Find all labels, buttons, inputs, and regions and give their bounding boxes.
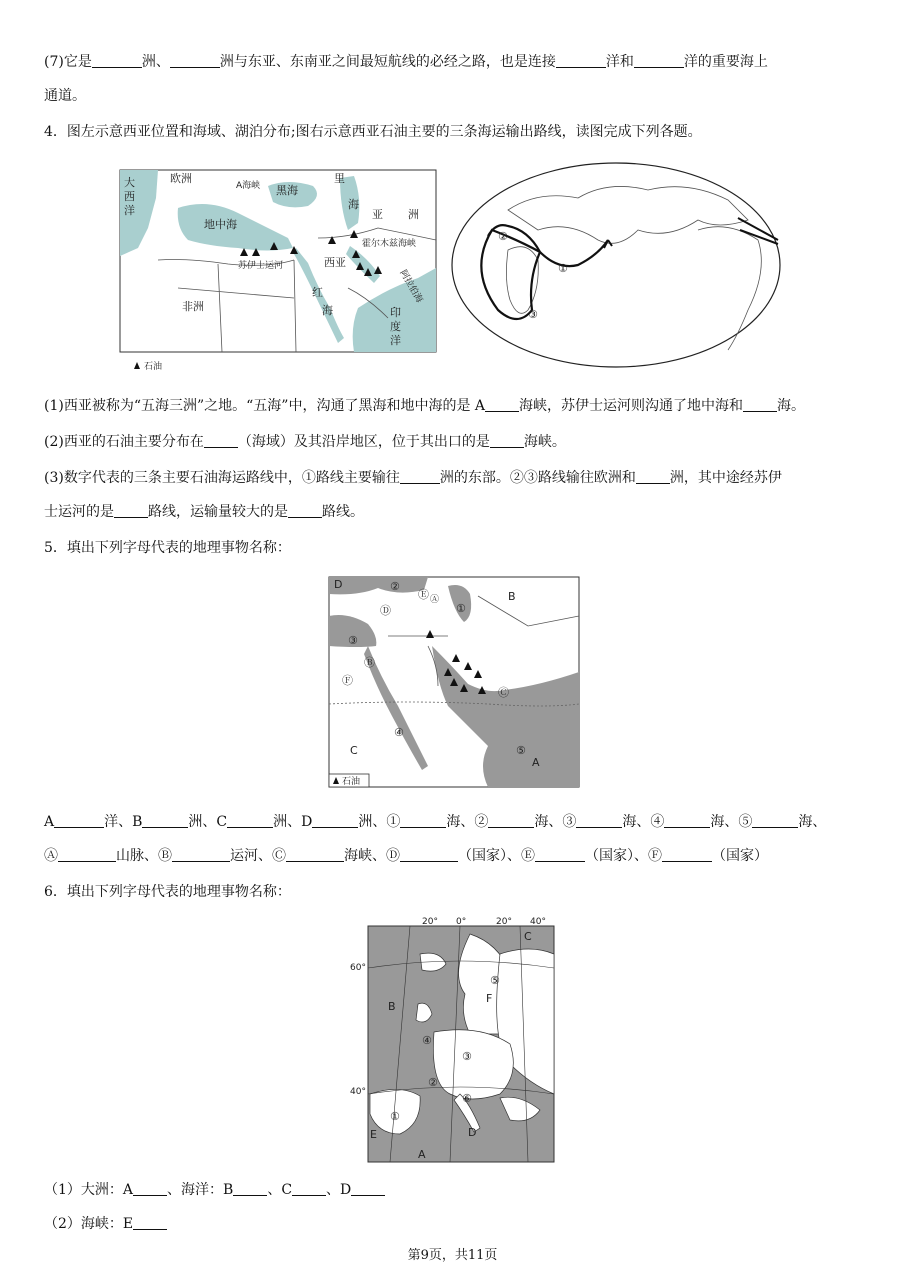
answer-blank[interactable] xyxy=(133,1214,167,1230)
q6-stem: 6．填出下列字母代表的地理事物名称： xyxy=(44,884,291,900)
map5-label-C-circ: Ⓒ xyxy=(498,686,509,699)
answer-blank[interactable] xyxy=(233,1180,267,1196)
west-asia-map xyxy=(118,168,438,376)
label-west-asia: 西亚 xyxy=(324,256,346,269)
answer-blank[interactable] xyxy=(752,812,798,828)
legend-oil-icon xyxy=(134,362,140,369)
route-2-label: ② xyxy=(498,230,508,243)
map5-label-A-circ: Ⓐ xyxy=(430,595,440,605)
map6-label-3: ③ xyxy=(462,1050,472,1063)
answer-blank[interactable] xyxy=(170,52,220,68)
page-footer: 第9页，共11页 xyxy=(407,1248,498,1263)
map6-lon-40e: 40° xyxy=(530,917,546,927)
label-hai: 海 xyxy=(348,198,359,211)
map6-label-5: ⑤ xyxy=(490,974,500,987)
q4-part-3-line-2: 士运河的是 路线，运输量较大的是 路线。 xyxy=(44,504,364,520)
label-red-sea: 海 xyxy=(322,304,333,317)
map6-label-A: A xyxy=(418,1148,426,1161)
middle-east-map xyxy=(328,576,580,788)
answer-blank[interactable] xyxy=(636,468,670,484)
answer-blank[interactable] xyxy=(400,812,446,828)
answer-blank[interactable] xyxy=(664,812,710,828)
q3-7-line-2: 通道。 xyxy=(44,88,86,104)
answer-blank[interactable] xyxy=(485,396,519,412)
map6-label-E: E xyxy=(370,1128,377,1141)
map5-label-B-circ: Ⓑ xyxy=(364,656,375,669)
answer-blank[interactable] xyxy=(312,812,358,828)
answer-blank[interactable] xyxy=(204,432,238,448)
map6-label-F: F xyxy=(486,992,493,1005)
answer-blank[interactable] xyxy=(292,1180,326,1196)
q5-line-2: Ⓐ 山脉、Ⓑ 运河、Ⓒ 海峡、Ⓓ （国家）、Ⓔ （国家）、Ⓕ （国家） xyxy=(44,848,768,864)
answer-blank[interactable] xyxy=(556,52,606,68)
label-indian-2: 度 xyxy=(390,320,401,333)
route-3-label: ③ xyxy=(528,308,538,321)
answer-blank[interactable] xyxy=(634,52,684,68)
label-arabian-sea: 阿拉伯海 xyxy=(397,268,425,305)
answer-blank[interactable] xyxy=(142,812,188,828)
europe-map xyxy=(350,914,562,1168)
map6-label-D: D xyxy=(468,1126,477,1139)
q6-part-2: （2）海峡：E xyxy=(44,1214,869,1234)
map6-label-2: ② xyxy=(428,1076,438,1089)
map5-label-4: ④ xyxy=(394,726,404,739)
q4-part-3-line-1: (3)数字代表的三条主要石油海运路线中，①路线主要输往 洲的东部。②③路线输往欧洲和 洲，其中途经苏伊 xyxy=(44,470,782,486)
label-strait-a: A海峡 xyxy=(236,181,261,191)
answer-blank[interactable] xyxy=(400,468,440,484)
answer-blank[interactable] xyxy=(92,52,142,68)
label-atlantic-2: 西 xyxy=(124,190,135,203)
answer-blank[interactable] xyxy=(576,812,622,828)
answer-blank[interactable] xyxy=(133,1180,167,1196)
answer-blank[interactable] xyxy=(288,502,322,518)
map5-label-C: C xyxy=(350,744,358,757)
label-black-sea: 黑海 xyxy=(276,184,298,197)
answer-blank[interactable] xyxy=(400,846,458,862)
q5-line-1: A 洋、B 洲、C 洲、D 洲、① 海、② 海、③ 海、④ 海、⑤ 海、 xyxy=(44,814,827,830)
map5-label-D: D xyxy=(334,578,343,591)
map6-label-6: ⑥ xyxy=(462,1092,472,1105)
map5-label-5: ⑤ xyxy=(516,744,526,757)
answer-blank[interactable] xyxy=(743,396,777,412)
legend-oil-label: 石油 xyxy=(144,362,163,372)
answer-blank[interactable] xyxy=(662,846,712,862)
label-red: 红 xyxy=(312,286,323,299)
answer-blank[interactable] xyxy=(172,846,230,862)
map6-label-B: B xyxy=(388,1000,396,1013)
answer-blank[interactable] xyxy=(535,846,585,862)
answer-blank[interactable] xyxy=(54,812,104,828)
answer-blank[interactable] xyxy=(490,432,524,448)
map6-lon-20e: 20° xyxy=(496,917,512,927)
map6-label-4: ④ xyxy=(422,1034,432,1047)
map5-label-F-circ: Ⓕ xyxy=(342,674,353,687)
map5-label-3: ③ xyxy=(348,634,358,647)
label-hormuz: 霍尔木兹海峡 xyxy=(362,239,417,249)
q4-stem: 4．图左示意西亚位置和海域、湖泊分布;图右示意西亚石油主要的三条海运输出路线，读图完成下列各题。 xyxy=(44,124,702,140)
map5-label-2: ② xyxy=(390,580,400,593)
q4-part-2: (2)西亚的石油主要分布在 （海域）及其沿岸地区，位于其出口的是 海峡。 xyxy=(44,434,566,450)
map5-label-E-circ: Ⓔ xyxy=(418,588,429,601)
map6-label-C: C xyxy=(524,930,532,943)
route-1-label: ① xyxy=(558,262,568,275)
label-atlantic-3: 洋 xyxy=(124,204,135,217)
map5-label-1: ① xyxy=(456,602,466,615)
map5-label-A: A xyxy=(532,756,540,769)
label-atlantic-1: 大 xyxy=(124,176,135,189)
map6-lon-20w: 20° xyxy=(422,917,438,927)
label-li: 里 xyxy=(334,172,345,185)
label-indian-1: 印 xyxy=(390,306,401,319)
answer-blank[interactable] xyxy=(227,812,273,828)
q4-part-1: (1)西亚被称为“五海三洲”之地。“五海”中，沟通了黑海和地中海的是 A 海峡，苏伊士运河则沟通了地中海和 海。 xyxy=(44,398,806,414)
label-indian-3: 洋 xyxy=(390,334,401,347)
map6-label-1: ① xyxy=(390,1110,400,1123)
answer-blank[interactable] xyxy=(286,846,344,862)
q6-part-1: （1）大洲：A 、海洋：B 、C 、D xyxy=(44,1180,869,1200)
answer-blank[interactable] xyxy=(488,812,534,828)
answer-blank[interactable] xyxy=(351,1180,385,1196)
q5-stem: 5．填出下列字母代表的地理事物名称： xyxy=(44,540,291,556)
label-europe: 欧洲 xyxy=(170,172,192,185)
label-ya: 亚 xyxy=(372,208,383,221)
label-mediterranean: 地中海 xyxy=(204,218,237,231)
answer-blank[interactable] xyxy=(114,502,148,518)
map5-label-D-circ: Ⓓ xyxy=(380,604,391,617)
legend-oil-label: 石油 xyxy=(342,777,361,787)
label-africa: 非洲 xyxy=(182,300,204,313)
oil-routes-world-map xyxy=(448,160,784,370)
map6-lon-0: 0° xyxy=(456,917,467,927)
label-zhou: 洲 xyxy=(408,208,419,221)
q3-7-line-1: (7)它是 洲、 洲与东亚、东南亚之间最短航线的必经之路，也是连接 洋和 洋的重要海上 xyxy=(44,54,768,70)
label-suez: 苏伊士运河 xyxy=(238,261,284,271)
answer-blank[interactable] xyxy=(58,846,116,862)
map5-label-B: B xyxy=(508,590,516,603)
map6-lat-60: 60° xyxy=(350,963,366,973)
map6-lat-40: 40° xyxy=(350,1087,366,1097)
